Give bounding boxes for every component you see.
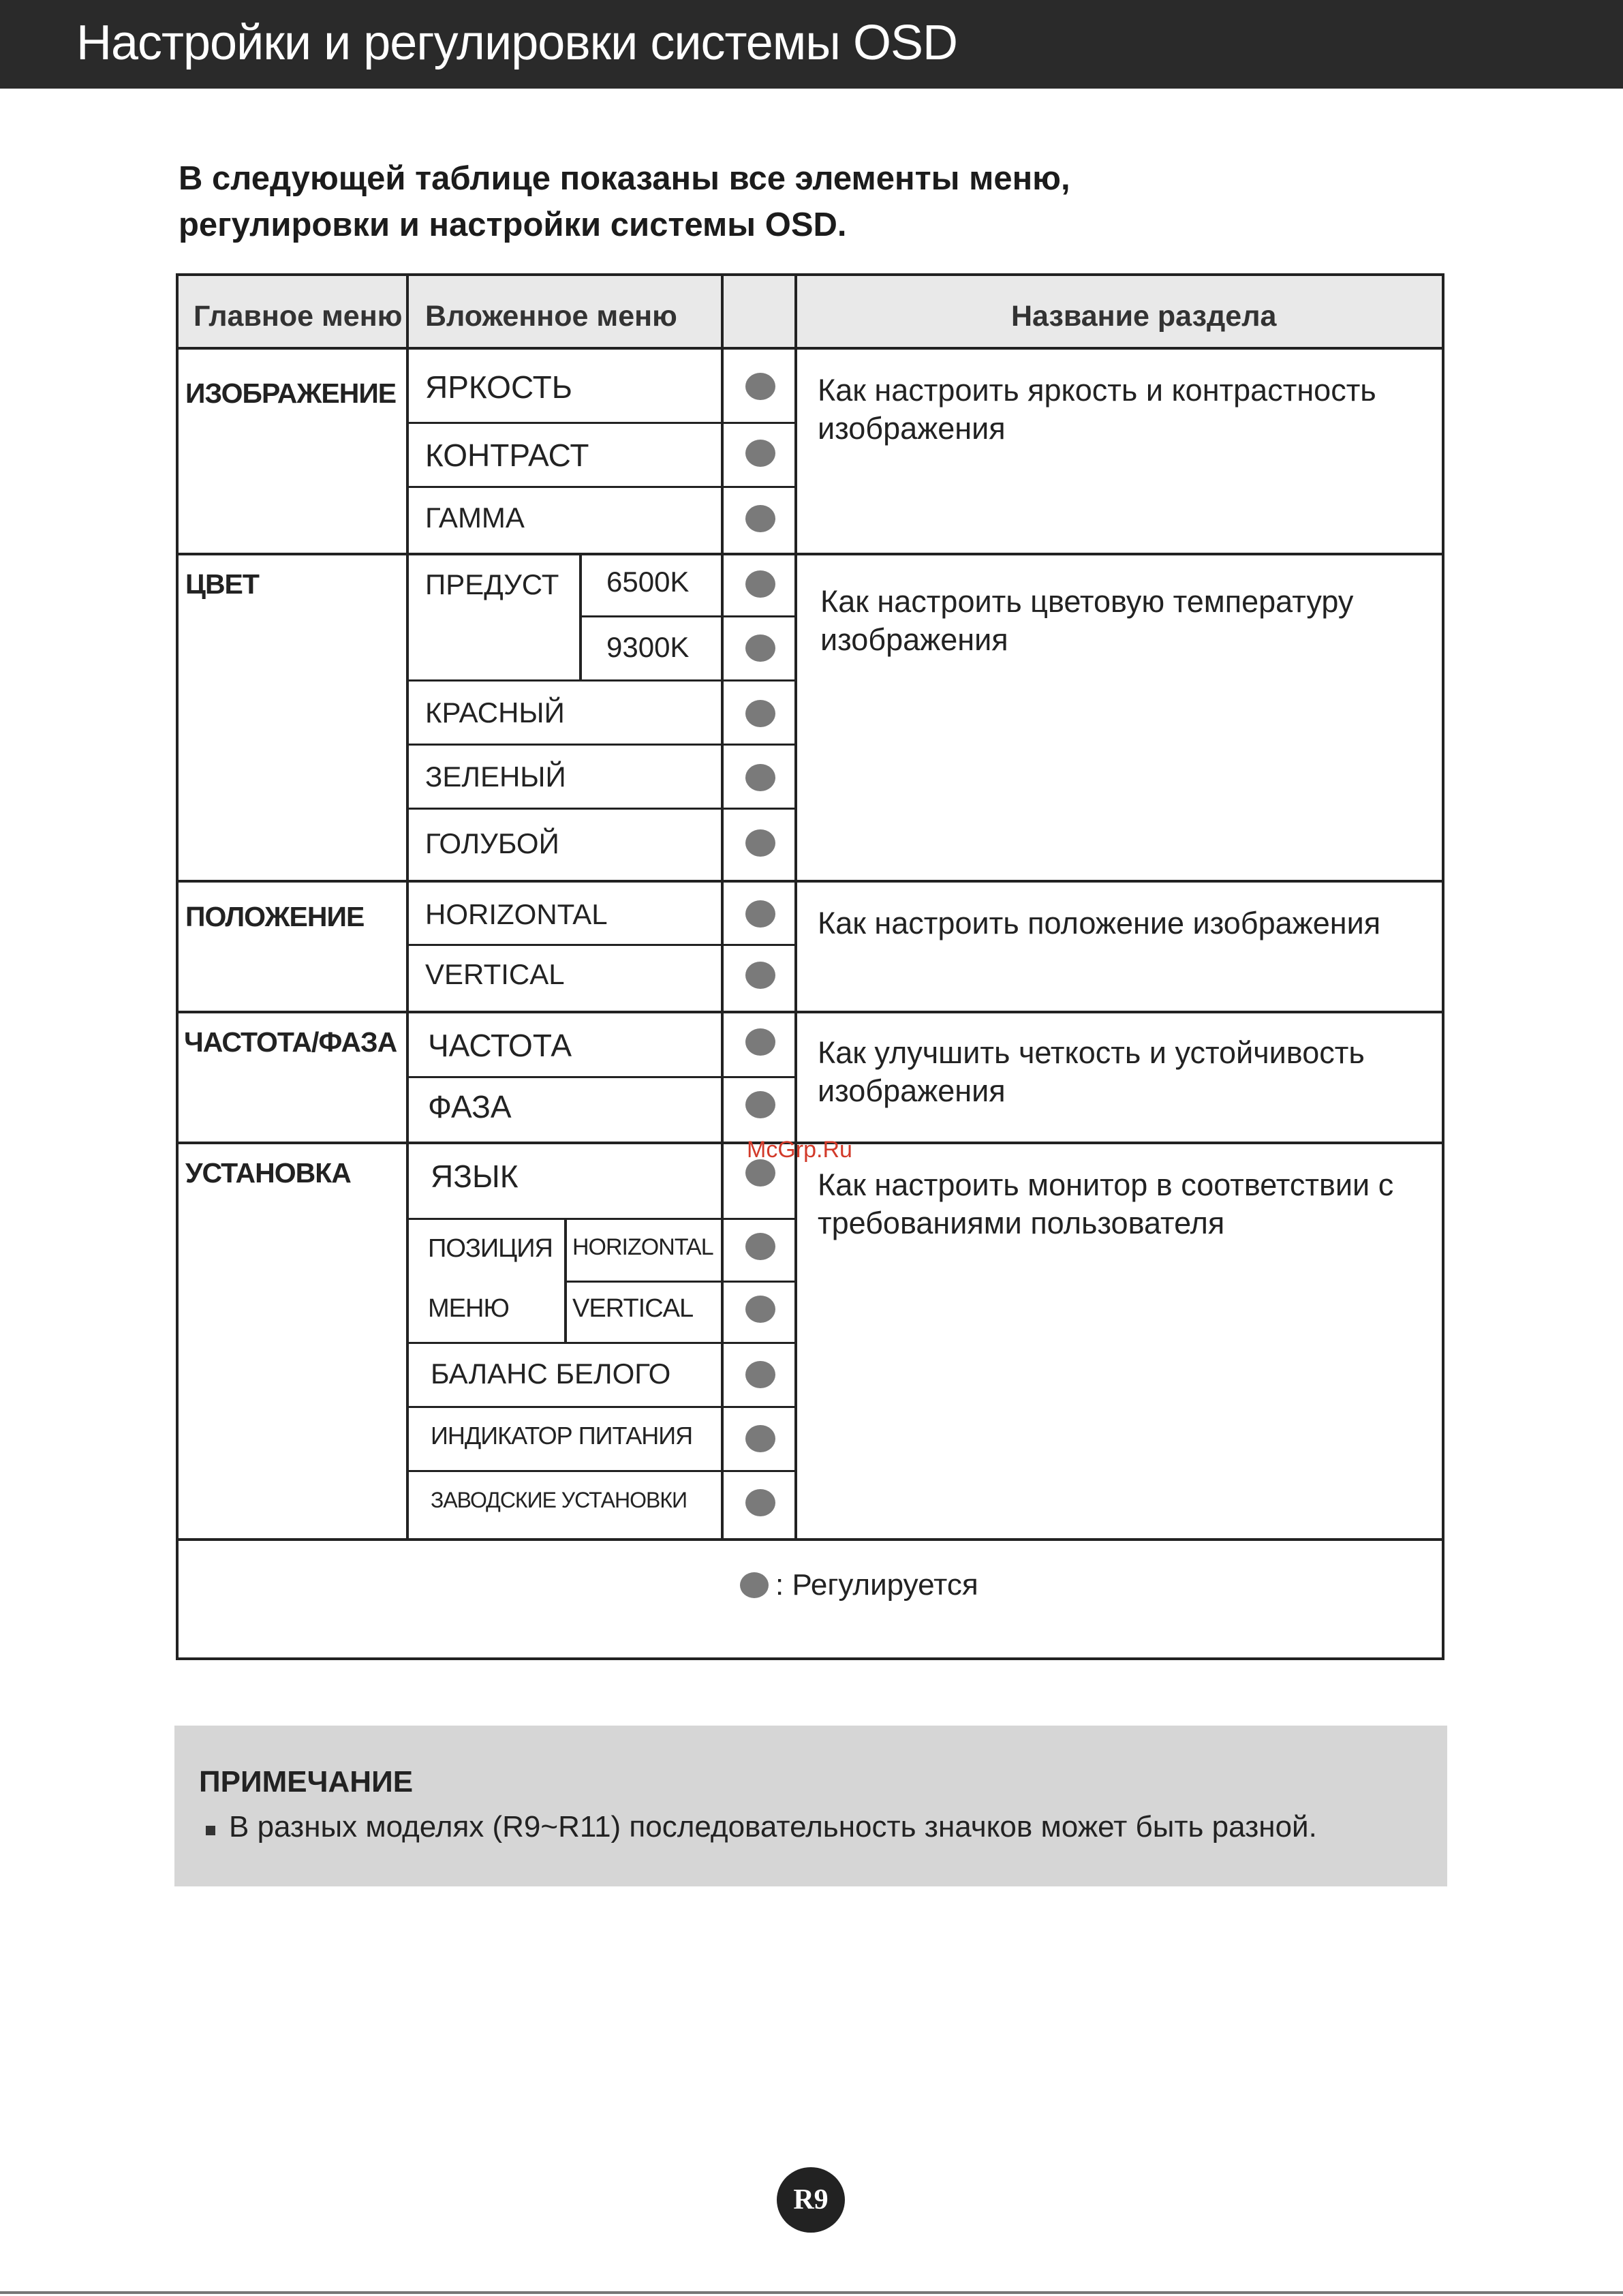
menu-position-horizontal: HORIZONTAL [572,1234,713,1260]
adjustable-indicator [745,1296,775,1323]
adjustable-indicator [745,634,775,662]
submenu-white-balance: БАЛАНС БЕЛОГО [431,1358,671,1390]
section-desc-color: Как настроить цветовую температуру изображения [820,584,1354,657]
adjustable-indicator [745,900,775,928]
header-section: Название раздела [1011,300,1277,333]
divider [406,808,794,810]
menu-position-vertical: VERTICAL [572,1294,694,1323]
divider [406,679,794,682]
osd-table [176,273,1444,1660]
divider [179,880,1442,883]
adjustable-indicator [740,1572,769,1598]
divider [721,276,724,1538]
submenu-horizontal: HORIZONTAL [425,898,608,930]
section-desc-image: Как настроить яркость и контрастность изображения [818,373,1376,446]
divider [179,1011,1442,1013]
submenu-factory-reset: ЗАВОДСКИЕ УСТАНОВКИ [431,1488,687,1512]
submenu-menu-position-label: ПОЗИЦИЯ [428,1234,553,1263]
page-header [0,0,1623,89]
divider [406,276,409,1538]
preset-9300k: 9300K [606,631,690,663]
submenu-frequency: ЧАСТОТА [428,1028,572,1063]
divider [406,1342,794,1344]
adjustable-indicator [745,700,775,727]
main-menu-setup: УСТАНОВКА [185,1157,351,1189]
adjustable-indicator [745,440,775,467]
submenu-brightness: ЯРКОСТЬ [425,369,572,405]
adjustable-indicator [745,373,775,400]
divider [406,744,794,746]
adjustable-indicator [745,1091,775,1118]
preset-6500k: 6500K [606,566,690,598]
submenu-vertical: VERTICAL [425,958,565,990]
divider [179,553,1442,555]
divider [179,1538,1442,1541]
divider [406,486,794,488]
main-menu-frequency-phase: ЧАСТОТА/ФАЗА [184,1026,397,1058]
adjustable-indicator [745,829,775,857]
section-desc-frequency-phase: Как улучшить четкость и устойчивость изображения [818,1035,1365,1108]
divider [406,944,794,946]
divider [179,347,1442,350]
note-title: ПРИМЕЧАНИЕ [199,1765,414,1798]
intro-line-1: В следующей таблице показаны все элементы меню, [179,160,1070,197]
adjustable-indicator [745,1159,775,1187]
divider [406,1076,794,1078]
divider [794,276,797,1538]
submenu-menu-position-label-2: МЕНЮ [428,1294,509,1323]
adjustable-indicator [745,962,775,989]
main-menu-position: ПОЛОЖЕНИЕ [185,901,365,932]
divider [406,1406,794,1408]
submenu-preset: ПРЕДУСТ [425,568,559,600]
intro-text [179,155,1070,248]
page-number: R9 [777,2167,845,2233]
main-menu-image: ИЗОБРАЖЕНИЕ [185,378,397,409]
submenu-blue: ГОЛУБОЙ [425,827,559,859]
submenu-gamma: ГАММА [425,502,525,534]
note-text: В разных моделях (R9~R11) последовательность значков может быть разной. [229,1810,1317,1843]
submenu-phase: ФАЗА [428,1089,512,1124]
submenu-red: КРАСНЫЙ [425,697,565,729]
page-title: Настройки и регулировки системы OSD [76,16,958,70]
divider [564,1281,794,1283]
divider [406,1470,794,1472]
divider [406,422,794,424]
adjustable-indicator [745,570,775,598]
submenu-language: ЯЗЫК [431,1159,519,1194]
header-submenu: Вложенное меню [425,300,677,333]
adjustable-indicator [745,1425,775,1452]
adjustable-indicator [745,1489,775,1516]
divider [0,2291,1623,2294]
adjustable-indicator [745,764,775,791]
divider [579,555,582,681]
adjustable-indicator [745,1361,775,1388]
note-box [174,1726,1447,1886]
adjustable-indicator [745,505,775,532]
legend [740,1568,978,1602]
watermark: McGrp.Ru [747,1137,852,1163]
submenu-power-indicator: ИНДИКАТОР ПИТАНИЯ [431,1422,693,1450]
intro-line-2: регулировки и настройки системы OSD. [179,206,847,243]
bullet-icon [206,1826,215,1835]
adjustable-indicator [745,1028,775,1056]
divider [564,1218,567,1342]
note-item [206,1810,1317,1844]
divider [579,615,794,617]
submenu-contrast: КОНТРАСТ [425,438,589,473]
section-desc-position: Как настроить положение изображения [818,906,1381,940]
header-main-menu: Главное меню [194,300,403,333]
adjustable-indicator [745,1233,775,1260]
legend-label: : Регулируется [775,1568,978,1602]
section-desc-setup: Как настроить монитор в соответствии с требованиями пользователя [818,1167,1394,1240]
submenu-green: ЗЕЛЕНЫЙ [425,761,566,793]
divider [406,1218,794,1220]
main-menu-color: ЦВЕТ [185,568,259,600]
